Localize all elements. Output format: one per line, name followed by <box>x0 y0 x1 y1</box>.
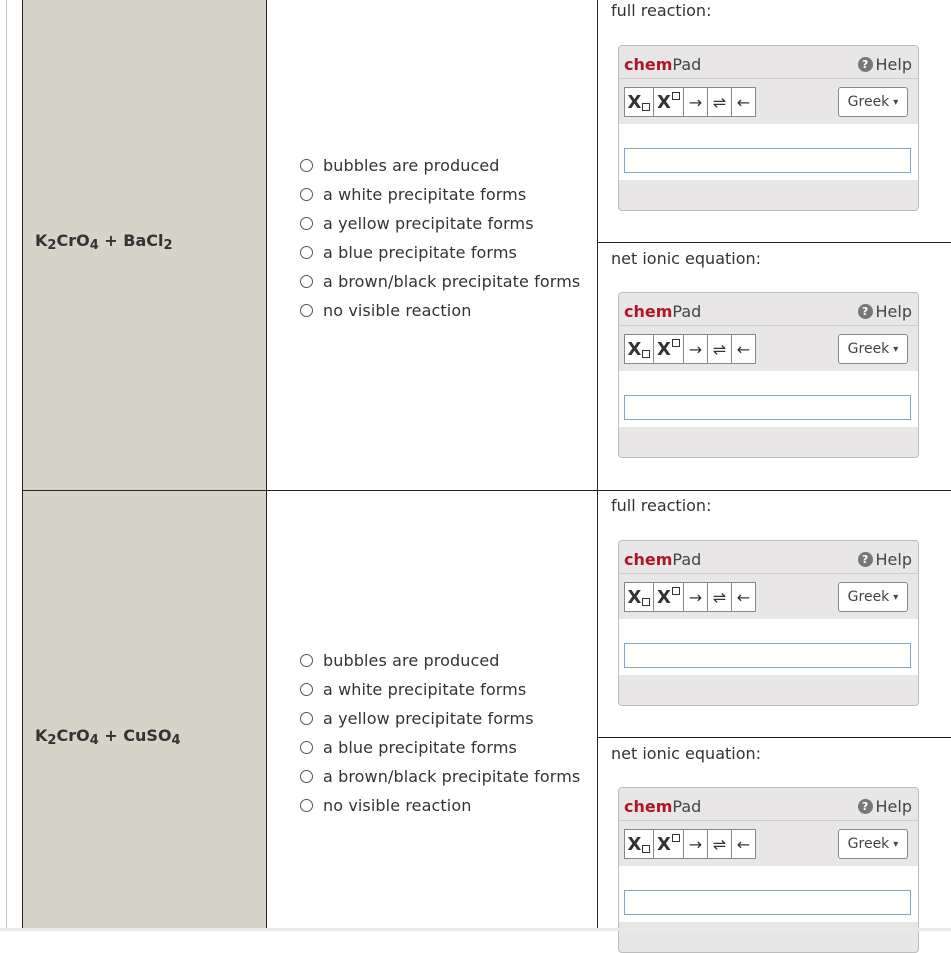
left-arrow-button[interactable]: ← <box>732 829 756 859</box>
question-icon: ? <box>858 799 873 814</box>
right-arrow-button[interactable]: → <box>684 87 708 117</box>
observation-option[interactable] <box>300 733 580 762</box>
option-label: a brown/black precipitate forms <box>323 767 581 786</box>
help-link[interactable]: ? Help <box>858 302 912 321</box>
reaction-formula: $K_2CrO_4$ + CuSO$_4$ <box>35 726 181 748</box>
chempad-toolbar <box>624 334 756 364</box>
equilibrium-arrow-button[interactable]: ⇌ <box>708 829 732 859</box>
subscript-button[interactable]: X <box>624 582 654 612</box>
chempad-full-reaction <box>618 540 919 706</box>
observation-option[interactable] <box>300 267 580 296</box>
observation-option[interactable] <box>300 180 580 209</box>
superscript-box-icon <box>672 92 680 100</box>
radio-button[interactable] <box>300 770 313 783</box>
net-ionic-label: net ionic equation: <box>611 744 762 763</box>
observation-option[interactable] <box>300 791 580 820</box>
option-label: a white precipitate forms <box>323 680 527 699</box>
radio-button[interactable] <box>300 654 313 667</box>
full-reaction-label: full reaction: <box>611 496 712 515</box>
chempad-toolbar-area <box>619 541 918 620</box>
left-arrow-button[interactable]: ← <box>732 582 756 612</box>
option-label: a brown/black precipitate forms <box>323 272 581 291</box>
observation-option[interactable] <box>300 646 580 675</box>
observation-option[interactable] <box>300 675 580 704</box>
observation-cell <box>267 491 598 931</box>
radio-button[interactable] <box>300 159 313 172</box>
subscript-button[interactable]: X <box>624 87 654 117</box>
option-label: bubbles are produced <box>323 156 500 175</box>
right-arrow-button[interactable]: → <box>684 334 708 364</box>
chempad-input-area <box>619 371 918 427</box>
equilibrium-arrow-button[interactable]: ⇌ <box>708 334 732 364</box>
chempad-toolbar-area <box>619 46 918 125</box>
subscript-box-icon <box>642 103 650 111</box>
option-label: a yellow precipitate forms <box>323 709 534 728</box>
question-icon: ? <box>858 552 873 567</box>
divider <box>619 325 918 326</box>
radio-button[interactable] <box>300 188 313 201</box>
chempad-input-area <box>619 619 918 675</box>
right-arrow-button[interactable]: → <box>684 582 708 612</box>
radio-button[interactable] <box>300 741 313 754</box>
observation-option[interactable] <box>300 296 580 325</box>
chempad-logo: chemPad <box>624 550 702 569</box>
divider <box>619 573 918 574</box>
divider <box>598 242 951 243</box>
reactants-cell <box>22 0 267 491</box>
radio-button[interactable] <box>300 304 313 317</box>
superscript-box-icon <box>672 587 680 595</box>
option-label: a white precipitate forms <box>323 185 527 204</box>
superscript-button[interactable]: X <box>654 582 684 612</box>
superscript-box-icon <box>672 834 680 842</box>
chempad-toolbar <box>624 87 756 117</box>
superscript-button[interactable]: X <box>654 87 684 117</box>
chevron-down-icon: ▾ <box>893 96 899 108</box>
help-link[interactable]: ? Help <box>858 550 912 569</box>
chempad-logo: chemPad <box>624 797 702 816</box>
reactants-cell <box>22 491 267 931</box>
net-ionic-label: net ionic equation: <box>611 249 762 268</box>
divider <box>619 78 918 79</box>
equations-cell <box>598 0 951 491</box>
chempad-input-area <box>619 866 918 922</box>
chempad-toolbar <box>624 582 756 612</box>
superscript-button[interactable]: X <box>654 334 684 364</box>
observation-option[interactable] <box>300 151 580 180</box>
question-icon: ? <box>858 304 873 319</box>
option-label: no visible reaction <box>323 796 472 815</box>
option-label: bubbles are produced <box>323 651 500 670</box>
option-label: no visible reaction <box>323 301 472 320</box>
help-link[interactable]: ? Help <box>858 55 912 74</box>
chempad-net-ionic <box>618 292 919 458</box>
radio-button[interactable] <box>300 683 313 696</box>
superscript-button[interactable]: X <box>654 829 684 859</box>
full-reaction-input[interactable] <box>624 148 911 173</box>
chempad-full-reaction <box>618 45 919 211</box>
radio-button[interactable] <box>300 275 313 288</box>
subscript-button[interactable]: X <box>624 334 654 364</box>
greek-dropdown-button[interactable]: Greek ▾ <box>838 582 908 612</box>
radio-button[interactable] <box>300 712 313 725</box>
superscript-box-icon <box>672 339 680 347</box>
chempad-input-area <box>619 124 918 180</box>
divider <box>598 737 951 738</box>
chevron-down-icon: ▾ <box>893 838 899 850</box>
left-arrow-button[interactable]: ← <box>732 87 756 117</box>
chempad-toolbar-area <box>619 788 918 867</box>
net-ionic-input[interactable] <box>624 890 911 915</box>
help-link[interactable]: ? Help <box>858 797 912 816</box>
observation-option[interactable] <box>300 704 580 733</box>
observation-cell <box>267 0 598 491</box>
option-label: a blue precipitate forms <box>323 243 517 262</box>
subscript-box-icon <box>642 845 650 853</box>
subscript-box-icon <box>642 350 650 358</box>
chevron-down-icon: ▾ <box>893 591 899 603</box>
full-reaction-label: full reaction: <box>611 1 712 20</box>
radio-button[interactable] <box>300 217 313 230</box>
radio-button[interactable] <box>300 246 313 259</box>
radio-button[interactable] <box>300 799 313 812</box>
equilibrium-arrow-button[interactable]: ⇌ <box>708 582 732 612</box>
subscript-box-icon <box>642 598 650 606</box>
observation-option[interactable] <box>300 762 580 791</box>
reaction-row-2 <box>0 491 951 931</box>
observation-radio-group <box>300 151 580 325</box>
net-ionic-input[interactable] <box>624 395 911 420</box>
chempad-toolbar-area <box>619 293 918 372</box>
observation-option[interactable] <box>300 238 580 267</box>
equilibrium-arrow-button[interactable]: ⇌ <box>708 87 732 117</box>
chempad-toolbar <box>624 829 756 859</box>
greek-dropdown-button[interactable]: Greek ▾ <box>838 334 908 364</box>
reaction-formula: $K_2CrO_4$ + BaCl$_2$ <box>35 231 173 253</box>
chempad-logo: chemPad <box>624 302 702 321</box>
divider <box>619 820 918 821</box>
observation-option[interactable] <box>300 209 580 238</box>
observation-radio-group <box>300 646 580 820</box>
chempad-logo: chemPad <box>624 55 702 74</box>
question-icon: ? <box>858 57 873 72</box>
chevron-down-icon: ▾ <box>893 343 899 355</box>
right-arrow-button[interactable]: → <box>684 829 708 859</box>
subscript-button[interactable]: X <box>624 829 654 859</box>
full-reaction-input[interactable] <box>624 643 911 668</box>
greek-dropdown-button[interactable]: Greek ▾ <box>838 829 908 859</box>
equations-cell <box>598 491 951 931</box>
greek-dropdown-button[interactable]: Greek ▾ <box>838 87 908 117</box>
option-label: a yellow precipitate forms <box>323 214 534 233</box>
option-label: a blue precipitate forms <box>323 738 517 757</box>
left-arrow-button[interactable]: ← <box>732 334 756 364</box>
